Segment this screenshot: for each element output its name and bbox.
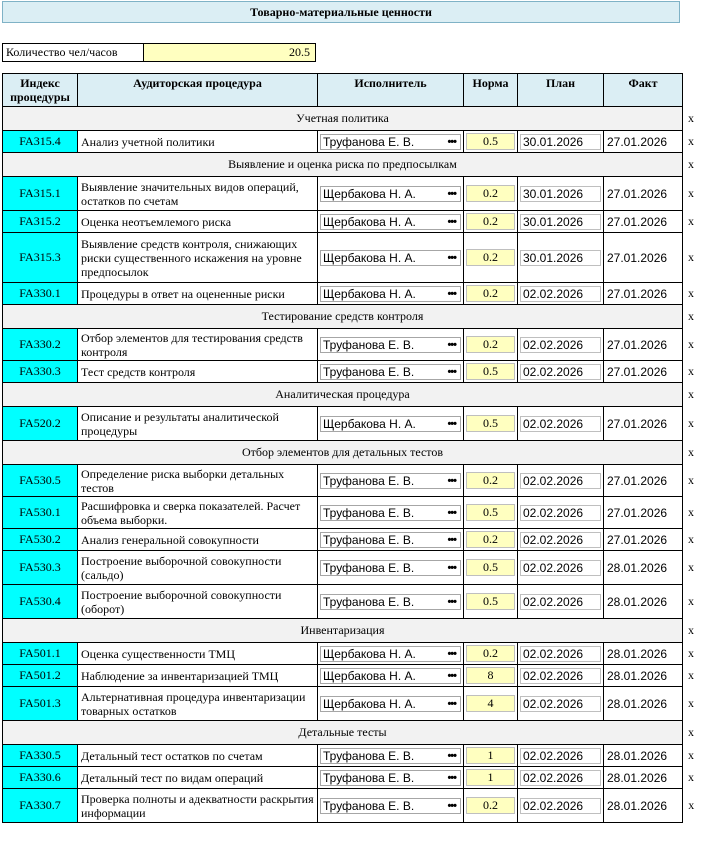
executor-name: Щербакова Н. А. [323, 286, 416, 301]
header-executor: Исполнитель [318, 74, 464, 107]
procedure-index[interactable]: FA530.4 [3, 585, 78, 619]
fact-date: 27.01.2026 [604, 177, 683, 211]
more-options-icon[interactable]: ••• [447, 799, 456, 812]
procedure-row[interactable] [3, 767, 700, 789]
header-norm: Норма [464, 74, 518, 107]
procedure-name: Расшифровка и сверка показателей. Расчет объема выборки. [78, 497, 318, 529]
procedure-row[interactable] [3, 789, 700, 823]
remove-button[interactable]: x [683, 767, 700, 789]
executor-name: Труфанова Е. В. [323, 770, 415, 785]
procedures-body [3, 107, 700, 823]
procedure-row[interactable] [3, 465, 700, 497]
plan-date-input[interactable]: 02.02.2026 [520, 337, 601, 353]
executor-name: Труфанова Е. В. [323, 560, 415, 575]
executor-cell [318, 177, 464, 211]
norm-input[interactable]: 0.5 [466, 415, 515, 432]
more-options-icon[interactable]: ••• [447, 215, 456, 228]
remove-button[interactable]: x [683, 361, 700, 383]
procedure-name: Наблюдение за инвентаризацией ТМЦ [78, 665, 318, 687]
plan-date-input[interactable]: 30.01.2026 [520, 186, 601, 202]
procedure-name: Детальный тест по видам операций [78, 767, 318, 789]
procedure-index[interactable]: FA501.2 [3, 665, 78, 687]
executor-cell [318, 131, 464, 153]
procedure-index[interactable]: FA530.5 [3, 465, 78, 497]
remove-button[interactable]: x [683, 177, 700, 211]
section-title: Учетная политика [3, 107, 683, 131]
remove-button[interactable]: x [683, 745, 700, 767]
procedure-index[interactable]: FA530.2 [3, 529, 78, 551]
executor-cell [318, 789, 464, 823]
remove-button[interactable]: x [683, 211, 700, 233]
executor-select[interactable] [320, 250, 461, 266]
executor-select[interactable] [320, 668, 461, 684]
procedure-index[interactable]: FA330.2 [3, 329, 78, 361]
plan-cell [518, 497, 604, 529]
section-row [3, 383, 700, 407]
plan-date-input[interactable]: 02.02.2026 [520, 364, 601, 380]
executor-select[interactable] [320, 416, 461, 432]
procedure-row[interactable] [3, 233, 700, 283]
remove-button[interactable]: x [683, 789, 700, 823]
more-options-icon[interactable]: ••• [447, 697, 456, 710]
plan-cell [518, 465, 604, 497]
procedure-index[interactable]: FA530.3 [3, 551, 78, 585]
plan-date-input[interactable]: 02.02.2026 [520, 532, 601, 548]
remove-button[interactable]: x [683, 383, 700, 407]
plan-date-input[interactable]: 02.02.2026 [520, 646, 601, 662]
procedure-row[interactable] [3, 361, 700, 383]
plan-date-input[interactable]: 30.01.2026 [520, 134, 601, 150]
page-title: Товарно-материальные ценности [2, 1, 680, 23]
fact-date: 27.01.2026 [604, 407, 683, 441]
more-options-icon[interactable]: ••• [447, 365, 456, 378]
norm-cell [464, 233, 518, 283]
norm-input[interactable]: 1 [466, 769, 515, 786]
remove-button[interactable]: x [683, 233, 700, 283]
plan-cell [518, 767, 604, 789]
plan-cell [518, 665, 604, 687]
executor-name: Труфанова Е. В. [323, 337, 415, 352]
executor-select[interactable] [320, 560, 461, 576]
norm-cell [464, 643, 518, 665]
procedure-name: Построение выборочной совокупности (оборот) [78, 585, 318, 619]
executor-cell [318, 767, 464, 789]
plan-date-input[interactable]: 30.01.2026 [520, 214, 601, 230]
norm-input[interactable]: 4 [466, 695, 515, 712]
fact-date: 28.01.2026 [604, 643, 683, 665]
plan-date-input[interactable]: 02.02.2026 [520, 748, 601, 764]
header-procedure: Аудиторская процедура [78, 74, 318, 107]
remove-button[interactable]: x [683, 665, 700, 687]
more-options-icon[interactable]: ••• [447, 506, 456, 519]
procedure-row[interactable] [3, 551, 700, 585]
fact-date: 28.01.2026 [604, 687, 683, 721]
executor-cell [318, 233, 464, 283]
procedure-name: Анализ генеральной совокупности [78, 529, 318, 551]
procedure-index[interactable]: FA315.2 [3, 211, 78, 233]
procedures-table [2, 73, 700, 823]
plan-cell [518, 551, 604, 585]
remove-button[interactable]: x [683, 551, 700, 585]
remove-button[interactable]: x [683, 529, 700, 551]
plan-date-input[interactable]: 02.02.2026 [520, 560, 601, 576]
executor-name: Труфанова Е. В. [323, 134, 415, 149]
section-row [3, 107, 700, 131]
remove-button[interactable]: x [683, 619, 700, 643]
executor-cell [318, 407, 464, 441]
executor-cell [318, 585, 464, 619]
norm-cell [464, 665, 518, 687]
executor-select[interactable] [320, 532, 461, 548]
procedure-index[interactable]: FA330.3 [3, 361, 78, 383]
remove-button[interactable]: x [683, 407, 700, 441]
procedure-index[interactable]: FA501.3 [3, 687, 78, 721]
procedure-name: Оценка неотъемлемого риска [78, 211, 318, 233]
remove-button[interactable]: x [683, 329, 700, 361]
procedure-row[interactable] [3, 687, 700, 721]
fact-date: 28.01.2026 [604, 551, 683, 585]
norm-input[interactable]: 0.2 [466, 249, 515, 266]
section-title: Тестирование средств контроля [3, 305, 683, 329]
executor-cell [318, 665, 464, 687]
procedure-name: Анализ учетной политики [78, 131, 318, 153]
executor-name: Щербакова Н. А. [323, 646, 416, 661]
plan-date-input[interactable]: 02.02.2026 [520, 668, 601, 684]
plan-cell [518, 131, 604, 153]
procedure-row[interactable] [3, 131, 700, 153]
plan-date-input[interactable]: 02.02.2026 [520, 416, 601, 432]
remove-button[interactable]: x [683, 497, 700, 529]
procedure-name: Выявление значительных видов операций, остатков по счетам [78, 177, 318, 211]
more-options-icon[interactable]: ••• [447, 595, 456, 608]
fact-date: 28.01.2026 [604, 789, 683, 823]
executor-name: Труфанова Е. В. [323, 748, 415, 763]
more-options-icon[interactable]: ••• [447, 669, 456, 682]
executor-cell [318, 643, 464, 665]
executor-cell [318, 329, 464, 361]
executor-select[interactable] [320, 646, 461, 662]
more-options-icon[interactable]: ••• [447, 187, 456, 200]
plan-cell [518, 283, 604, 305]
procedure-name: Проверка полноты и адекватности раскрытия информации [78, 789, 318, 823]
executor-name: Труфанова Е. В. [323, 473, 415, 488]
plan-cell [518, 529, 604, 551]
section-title: Детальные тесты [3, 721, 683, 745]
header-fact: Факт [604, 74, 683, 107]
procedure-index[interactable]: FA530.1 [3, 497, 78, 529]
remove-button[interactable]: x [683, 643, 700, 665]
procedure-row[interactable] [3, 407, 700, 441]
executor-select[interactable] [320, 364, 461, 380]
norm-cell [464, 465, 518, 497]
more-options-icon[interactable]: ••• [447, 417, 456, 430]
executor-cell [318, 529, 464, 551]
remove-button[interactable]: x [683, 131, 700, 153]
procedure-row[interactable] [3, 177, 700, 211]
hours-label: Количество чел/часов [2, 43, 144, 62]
plan-cell [518, 233, 604, 283]
plan-cell [518, 211, 604, 233]
procedure-index[interactable]: FA330.7 [3, 789, 78, 823]
executor-name: Щербакова Н. А. [323, 416, 416, 431]
procedure-index[interactable]: FA315.4 [3, 131, 78, 153]
plan-cell [518, 789, 604, 823]
norm-cell [464, 131, 518, 153]
executor-cell [318, 465, 464, 497]
executor-name: Труфанова Е. В. [323, 532, 415, 547]
procedure-row[interactable] [3, 329, 700, 361]
executor-cell [318, 687, 464, 721]
norm-cell [464, 329, 518, 361]
norm-cell [464, 361, 518, 383]
remove-button[interactable]: x [683, 441, 700, 465]
executor-cell [318, 745, 464, 767]
fact-date: 27.01.2026 [604, 497, 683, 529]
procedure-name: Альтернативная процедура инвентаризации товарных остатков [78, 687, 318, 721]
fact-date: 27.01.2026 [604, 529, 683, 551]
section-row [3, 721, 700, 745]
norm-cell [464, 211, 518, 233]
plan-date-input[interactable]: 02.02.2026 [520, 286, 601, 302]
fact-date: 28.01.2026 [604, 585, 683, 619]
section-row [3, 153, 700, 177]
procedure-index[interactable]: FA330.1 [3, 283, 78, 305]
norm-input[interactable]: 0.5 [466, 593, 515, 610]
hours-value[interactable]: 20.5 [143, 43, 316, 62]
remove-button[interactable]: x [683, 465, 700, 497]
procedure-index[interactable]: FA501.1 [3, 643, 78, 665]
plan-cell [518, 407, 604, 441]
norm-cell [464, 497, 518, 529]
norm-cell [464, 789, 518, 823]
norm-cell [464, 551, 518, 585]
procedure-name: Определение риска выборки детальных тестов [78, 465, 318, 497]
remove-button[interactable]: x [683, 107, 700, 131]
executor-name: Труфанова Е. В. [323, 364, 415, 379]
more-options-icon[interactable]: ••• [447, 251, 456, 264]
plan-date-input[interactable]: 30.01.2026 [520, 250, 601, 266]
procedure-name: Построение выборочной совокупности (сальдо) [78, 551, 318, 585]
executor-select[interactable] [320, 594, 461, 610]
plan-cell [518, 585, 604, 619]
header-row [3, 74, 700, 107]
norm-input[interactable]: 8 [466, 667, 515, 684]
procedure-index[interactable]: FA520.2 [3, 407, 78, 441]
norm-cell [464, 529, 518, 551]
more-options-icon[interactable]: ••• [447, 135, 456, 148]
procedure-index[interactable]: FA330.6 [3, 767, 78, 789]
executor-name: Труфанова Е. В. [323, 798, 415, 813]
plan-date-input[interactable]: 02.02.2026 [520, 798, 601, 814]
norm-input[interactable]: 1 [466, 747, 515, 764]
plan-cell [518, 177, 604, 211]
procedure-name: Тест средств контроля [78, 361, 318, 383]
more-options-icon[interactable]: ••• [447, 561, 456, 574]
fact-date: 28.01.2026 [604, 767, 683, 789]
plan-cell [518, 329, 604, 361]
procedure-index[interactable]: FA315.3 [3, 233, 78, 283]
executor-cell [318, 551, 464, 585]
procedure-name: Отбор элементов для тестирования средств контроля [78, 329, 318, 361]
executor-select[interactable] [320, 134, 461, 150]
executor-name: Щербакова Н. А. [323, 250, 416, 265]
norm-input[interactable]: 0.5 [466, 133, 515, 150]
fact-date: 27.01.2026 [604, 131, 683, 153]
norm-cell [464, 687, 518, 721]
norm-input[interactable]: 0.2 [466, 531, 515, 548]
norm-input[interactable]: 0.2 [466, 285, 515, 302]
norm-input[interactable]: 0.2 [466, 185, 515, 202]
executor-select[interactable] [320, 505, 461, 521]
more-options-icon[interactable]: ••• [447, 533, 456, 546]
norm-input[interactable]: 0.2 [466, 472, 515, 489]
procedure-name: Детальный тест остатков по счетам [78, 745, 318, 767]
fact-date: 27.01.2026 [604, 283, 683, 305]
norm-cell [464, 283, 518, 305]
procedure-index[interactable]: FA330.5 [3, 745, 78, 767]
executor-name: Щербакова Н. А. [323, 696, 416, 711]
procedure-row[interactable] [3, 643, 700, 665]
section-row [3, 619, 700, 643]
executor-select[interactable] [320, 337, 461, 353]
norm-input[interactable]: 0.5 [466, 363, 515, 380]
section-title: Отбор элементов для детальных тестов [3, 441, 683, 465]
executor-select[interactable] [320, 798, 461, 814]
fact-date: 28.01.2026 [604, 665, 683, 687]
header-plan: План [518, 74, 604, 107]
header-index: Индекс процедуры [3, 74, 78, 107]
more-options-icon[interactable]: ••• [447, 647, 456, 660]
norm-input[interactable]: 0.2 [466, 645, 515, 662]
norm-input[interactable]: 0.2 [466, 336, 515, 353]
procedure-name: Процедуры в ответ на оцененные риски [78, 283, 318, 305]
norm-cell [464, 407, 518, 441]
procedure-row[interactable] [3, 665, 700, 687]
procedure-row[interactable] [3, 497, 700, 529]
executor-cell [318, 497, 464, 529]
procedure-name: Выявление средств контроля, снижающих риски существенного искажения на уровне предпосылок [78, 233, 318, 283]
executor-select[interactable] [320, 286, 461, 302]
more-options-icon[interactable]: ••• [447, 338, 456, 351]
fact-date: 27.01.2026 [604, 211, 683, 233]
fact-date: 27.01.2026 [604, 465, 683, 497]
fact-date: 27.01.2026 [604, 233, 683, 283]
norm-cell [464, 745, 518, 767]
remove-button[interactable]: x [683, 721, 700, 745]
plan-cell [518, 687, 604, 721]
plan-date-input[interactable]: 02.02.2026 [520, 473, 601, 489]
norm-cell [464, 767, 518, 789]
remove-button[interactable]: x [683, 687, 700, 721]
remove-button[interactable]: x [683, 153, 700, 177]
executor-select[interactable] [320, 770, 461, 786]
more-options-icon[interactable]: ••• [447, 749, 456, 762]
executor-select[interactable] [320, 186, 461, 202]
executor-name: Труфанова Е. В. [323, 505, 415, 520]
section-title: Выявление и оценка риска по предпосылкам [3, 153, 683, 177]
more-options-icon[interactable]: ••• [447, 771, 456, 784]
procedure-name: Описание и результаты аналитической процедуры [78, 407, 318, 441]
plan-date-input[interactable]: 02.02.2026 [520, 696, 601, 712]
remove-button[interactable]: x [683, 305, 700, 329]
norm-input[interactable]: 0.5 [466, 504, 515, 521]
plan-date-input[interactable]: 02.02.2026 [520, 594, 601, 610]
executor-select[interactable] [320, 473, 461, 489]
section-row [3, 305, 700, 329]
procedure-row[interactable] [3, 585, 700, 619]
plan-cell [518, 361, 604, 383]
executor-cell [318, 283, 464, 305]
executor-select[interactable] [320, 748, 461, 764]
procedure-name: Оценка существенности ТМЦ [78, 643, 318, 665]
plan-date-input[interactable]: 02.02.2026 [520, 505, 601, 521]
remove-button[interactable]: x [683, 585, 700, 619]
fact-date: 27.01.2026 [604, 361, 683, 383]
norm-input[interactable]: 0.2 [466, 797, 515, 814]
more-options-icon[interactable]: ••• [447, 287, 456, 300]
norm-input[interactable]: 0.2 [466, 213, 515, 230]
section-row [3, 441, 700, 465]
plan-cell [518, 643, 604, 665]
executor-name: Щербакова Н. А. [323, 214, 416, 229]
procedure-row[interactable] [3, 745, 700, 767]
plan-cell [518, 745, 604, 767]
executor-cell [318, 211, 464, 233]
executor-select[interactable] [320, 214, 461, 230]
executor-name: Труфанова Е. В. [323, 594, 415, 609]
norm-cell [464, 177, 518, 211]
procedure-row[interactable] [3, 211, 700, 233]
section-title: Аналитическая процедура [3, 383, 683, 407]
more-options-icon[interactable]: ••• [447, 474, 456, 487]
procedure-row[interactable] [3, 283, 700, 305]
procedure-index[interactable]: FA315.1 [3, 177, 78, 211]
fact-date: 27.01.2026 [604, 329, 683, 361]
fact-date: 28.01.2026 [604, 745, 683, 767]
executor-cell [318, 361, 464, 383]
executor-name: Щербакова Н. А. [323, 186, 416, 201]
procedure-row[interactable] [3, 529, 700, 551]
plan-date-input[interactable]: 02.02.2026 [520, 770, 601, 786]
executor-select[interactable] [320, 696, 461, 712]
norm-cell [464, 585, 518, 619]
remove-button[interactable]: x [683, 283, 700, 305]
section-title: Инвентаризация [3, 619, 683, 643]
executor-name: Щербакова Н. А. [323, 668, 416, 683]
norm-input[interactable]: 0.5 [466, 559, 515, 576]
